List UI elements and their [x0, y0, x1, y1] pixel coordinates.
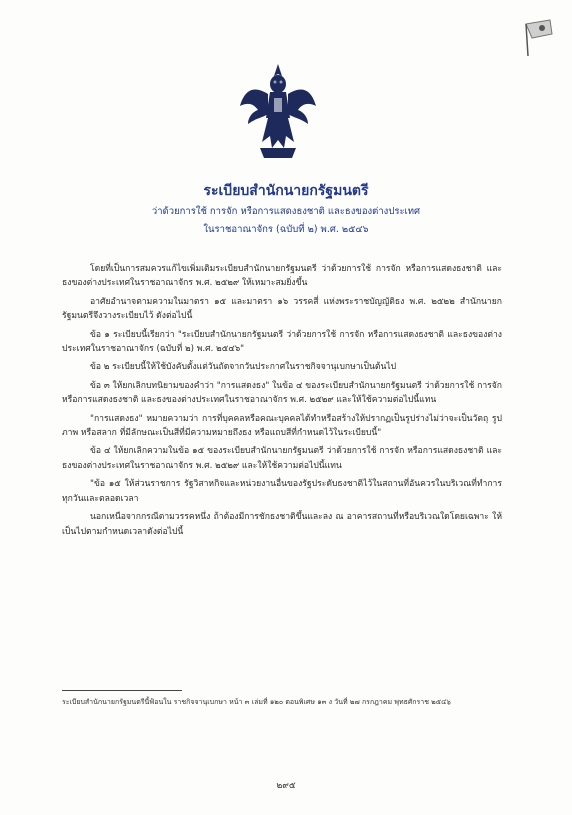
page-number: ๒๙๕: [276, 781, 296, 791]
document-title: ระเบียบสำนักนายกรัฐมนตรี: [203, 183, 369, 199]
document-subtitle-line1: ว่าด้วยการใช้ การจัก หรือการแสดงธงชาติ และธงของต่างประเทศ: [151, 206, 421, 217]
clause-3: ข้อ ๓ ให้ยกเลิกบทนิยามของคำว่า "การแสดงธง" ในข้อ ๔ ของระเบียบสำนักนายกรัฐมนตรี ว่าด้วยการใช้ การจัก หรือการแสดงธงชาติ และธงของต่างประเทศในราชอาณาจักร พ.ศ. ๒๕๒๙ และให้ใช้ความต่อไปนี้แทน: [62, 380, 502, 406]
clause-15-text: "ข้อ ๑๕ ให้ส่วนราชการ รัฐวิสาหกิจและหน่วยงานอื่นของรัฐประดับธงชาติไว้ในสถานที่อันควรในบริเวณที่ทำการทุกวันและตลอดเวลา: [62, 479, 502, 504]
document-body: [62, 262, 502, 543]
clause-15-second-paragraph: นอกเหนือจากกรณีตามวรรคหนึ่ง ถ้าต้องมีการชักธงชาติขึ้นและลง ณ อาคารสถานที่หรือบริเวณใดโดยเฉพาะ ให้เป็นไปตามกำหนดเวลาดังต่อไปนี้: [62, 512, 502, 537]
paragraph-preamble: โดยที่เป็นการสมควรแก้ไขเพิ่มเติมระเบียบสำนักนายกรัฐมนตรี ว่าด้วยการใช้ การจัก หรือการแสดงธงชาติ และธงของต่างประเทศในราชอาณาจักร พ.ศ. ๒๕๒๙ ให้เหมาะสมยิ่งขึ้น: [62, 264, 502, 289]
footnote-divider: [62, 690, 182, 691]
document-subtitle-line2: ในราชอาณาจักร (ฉบับที่ ๒) พ.ศ. ๒๕๔๖: [203, 224, 369, 235]
clause-4: ข้อ ๔ ให้ยกเลิกความในข้อ ๑๕ ของระเบียบสำนักนายกรัฐมนตรี ว่าด้วยการใช้ การจัก หรือการแสดงธงชาติ และธงของต่างประเทศในราชอาณาจักร พ.ศ. ๒๕๒๙ และให้ใช้ความต่อไปนี้แทน: [62, 446, 502, 471]
garuda-emblem-icon: [238, 62, 318, 162]
footnote: ระเบียบสำนักนายกรัฐมนตรีนี้ฟ้อนใน ราชกิจจานุเบกษา หน้า ๓ เล่มที่ ๑๒๐ ตอนพิเศษ ๑๓ ง วันที่ ๒๗ กรกฎาคม พุทธศักราช ๒๕๔๖: [62, 698, 451, 706]
paragraph-authority: อาศัยอำนาจตามความในมาตรา ๑๕ และมาตรา ๑๖ วรรคสี่ แห่งพระราชบัญญัติธง พ.ศ. ๒๕๒๒ สำนักนายกรัฐมนตรีจึงวางระเบียบไว้ ดังต่อไปนี้: [62, 296, 502, 322]
clause-2: ข้อ ๒ ระเบียบนี้ให้ใช้บังคับตั้งแต่วันถัดจากวันประกาศในราชกิจจานุเบกษาเป็นต้นไป: [90, 362, 397, 373]
definition-flag-display: "การแสดงธง" หมายความว่า การที่บุคคลหรือคณะบุคคลได้ทำหรือสร้างให้ปรากฏเป็นรูปร่างไม่ว่าจะเป็นวัตถุ รูป ภาพ หรือสลาก ที่มีลักษณะเป็นสีที่มีความหมายถึงธง หรือแถบสีที่กำหนดไว้ในระเบียบนี้": [62, 413, 502, 439]
clause-1: ข้อ ๑ ระเบียบนี้เรียกว่า "ระเบียบสำนักนายกรัฐมนตรี ว่าด้วยการใช้ การจัก หรือการแสดงธงชาติ และธงของต่างประเทศในราชอาณาจักร (ฉบับที่ ๒) พ.ศ. ๒๕๔๖": [62, 329, 502, 355]
flag-mark-icon: [522, 18, 556, 58]
